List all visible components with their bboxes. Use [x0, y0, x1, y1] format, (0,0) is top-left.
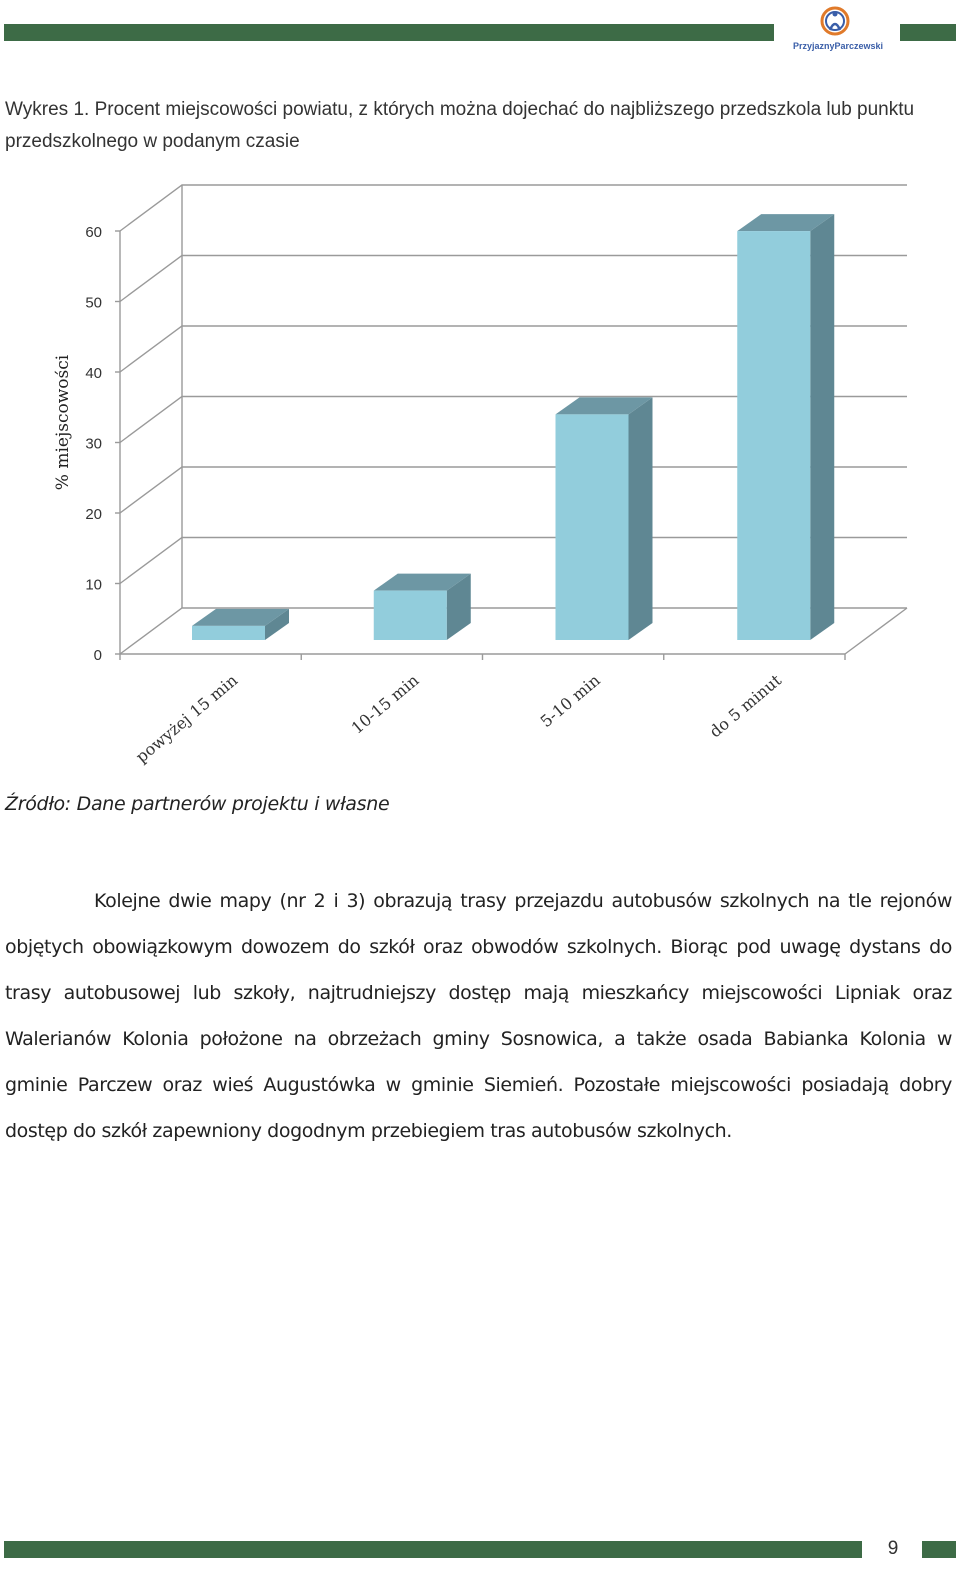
footer-band-right	[922, 1541, 956, 1558]
logo-text: PrzyjaznyParczewski	[792, 41, 884, 51]
x-tick-label: do 5 minut	[705, 670, 785, 742]
x-tick-label: 5-10 min	[536, 670, 604, 732]
przyjazny-parczewski-logo	[790, 4, 886, 54]
bar	[556, 414, 629, 640]
header-band-left	[4, 24, 774, 41]
y-tick-label: 40	[85, 365, 102, 382]
source-note: Źródło: Dane partnerów projektu i własne	[5, 793, 390, 815]
logo-icon	[790, 4, 886, 44]
chart-caption: Wykres 1. Procent miejscowości powiatu, z których można dojechać do najbliższego przedszkola lub punktu przedszkolnego w podanym czasie	[5, 99, 915, 152]
bar	[374, 591, 447, 640]
body-paragraph: Kolejne dwie mapy (nr 2 i 3) obrazują trasy przejazdu autobusów szkolnych na tle rejonów objętych obowiązkowym dowozem do szkół oraz obwodów szkolnych. Biorąc pod uwagę dystans do trasy autobusowej lub szkoły, najtrudniejszy dostęp mają mieszkańcy miejscowości Lipniak oraz Walerianów Kolonia położone na obrzeżach gminy Sosnowica, a także osada Babianka Kolonia w gminie Parczew oraz wieś Augustówka w gminie Siemień. Pozostałe miejscowości posiadają dobry dostęp do szkół zapewniony dogodnym przebiegiem tras autobusów szkolnych.	[5, 890, 952, 1142]
y-axis-label: % miejscowości	[53, 354, 73, 491]
page-number: 9	[887, 1538, 899, 1559]
y-tick-label: 50	[85, 294, 102, 312]
header-band-right	[900, 24, 956, 41]
bar-side	[629, 397, 653, 640]
x-tick-label: 10-15 min	[347, 670, 423, 738]
bar-side	[810, 214, 834, 640]
bar	[737, 231, 810, 640]
floor-right-edge	[845, 608, 907, 654]
footer-band-left	[4, 1541, 862, 1558]
bar-chart	[0, 165, 960, 775]
y-tick-label: 0	[93, 647, 102, 664]
y-tick-label: 20	[85, 506, 102, 523]
y-tick-label: 60	[85, 224, 102, 241]
bar	[192, 626, 265, 640]
y-tick-label: 30	[85, 435, 102, 453]
x-tick-label: powyżej 15 min	[132, 670, 242, 767]
y-tick-label: 10	[85, 576, 102, 594]
